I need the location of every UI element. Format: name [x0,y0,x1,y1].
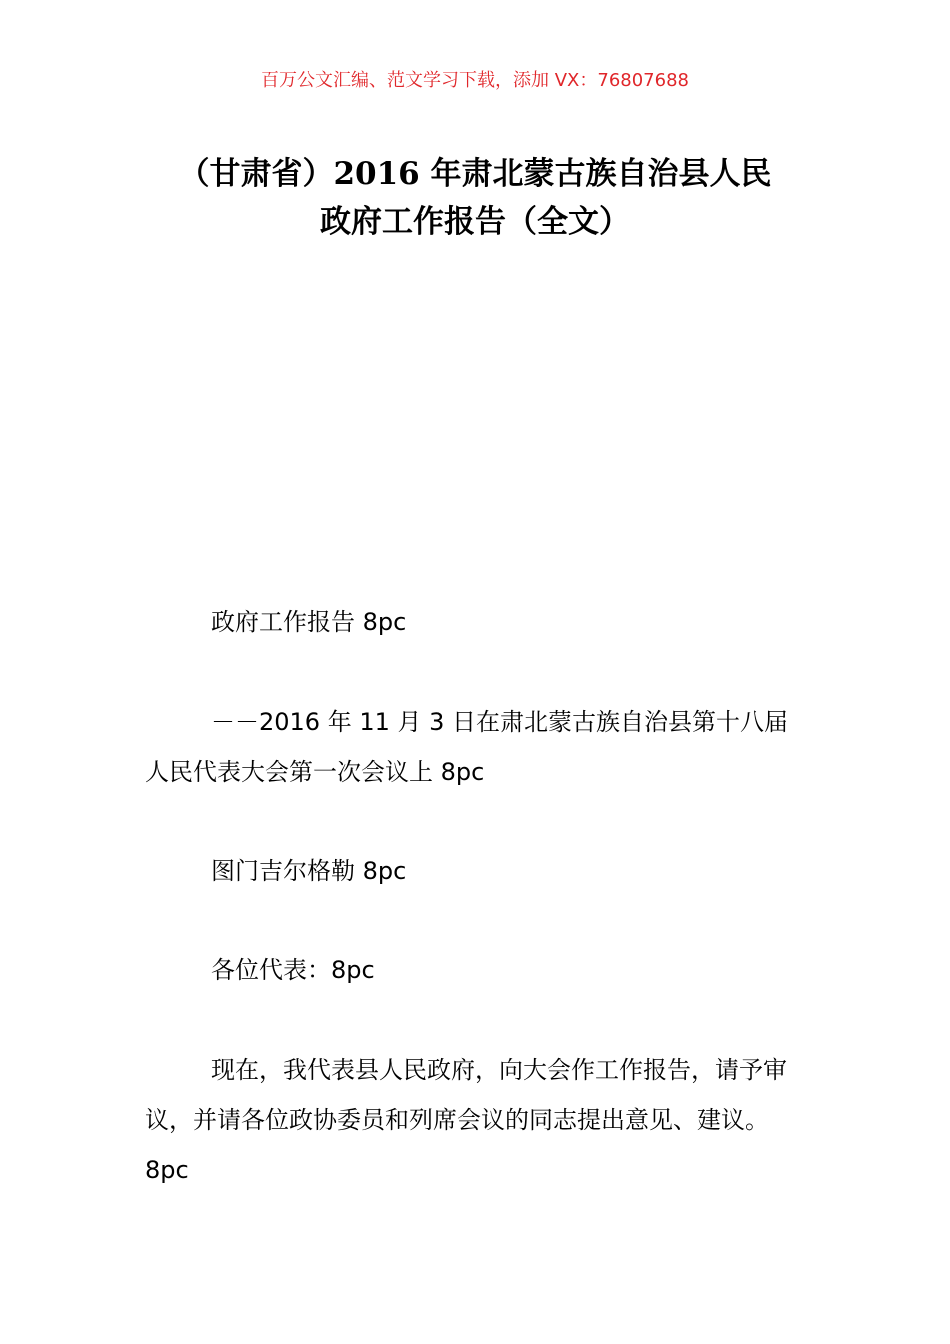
document-title [0,150,950,246]
paragraph-greeting: 各位代表：8pc [211,956,375,984]
paragraph-opening: 现在，我代表县人民政府，向大会作工作报告，请予审议，并请各位政协委员和列席会议的同志提出意见、建议。8pc [145,1056,787,1184]
title-line-1: （甘肃省）2016 年肃北蒙古族自治县人民 [178,156,772,192]
title-line-2: 政府工作报告（全文） [320,204,630,240]
paragraph-report-label: 政府工作报告 8pc [211,608,407,636]
paragraph-meeting-info: －－2016 年 11 月 3 日在肃北蒙古族自治县第十八届人民代表大会第一次会议上 8pc [145,708,789,786]
paragraph-speaker: 图门吉尔格勒 8pc [211,857,407,885]
header-note: 百万公文汇编、范文学习下载，添加 VX：76807688 [261,70,689,91]
